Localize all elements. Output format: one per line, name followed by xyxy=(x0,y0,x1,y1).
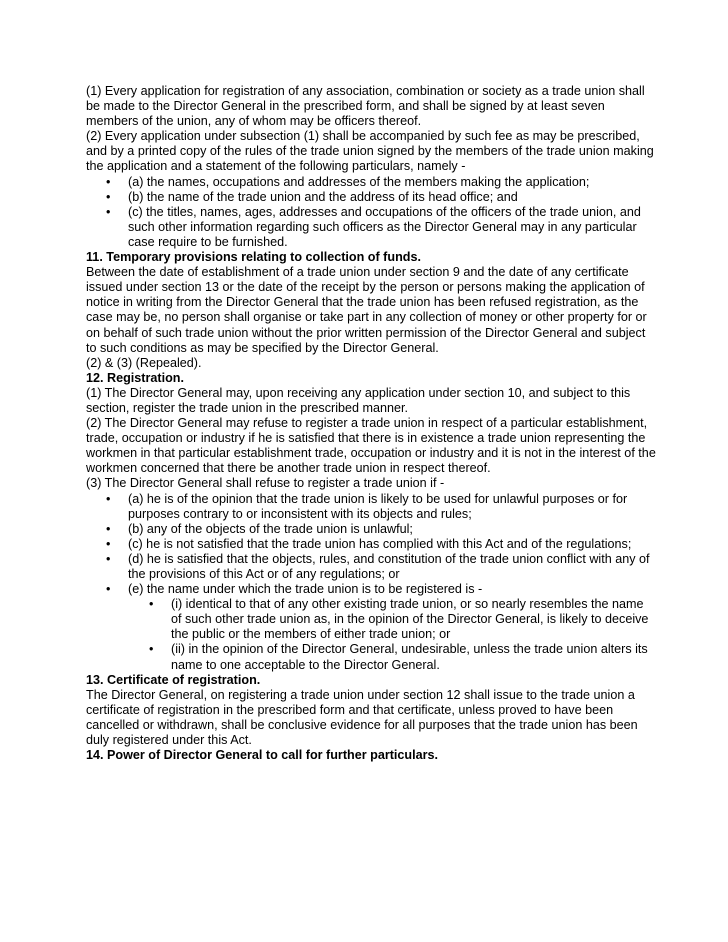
list-item xyxy=(86,582,656,673)
list-item-text: (e) the name under which the trade union is to be registered is - xyxy=(128,582,483,597)
sec12-paragraph-3: (3) The Director General shall refuse to register a trade union if - xyxy=(86,476,445,491)
list-item: • (b) the name of the trade union and the address of its head office; and xyxy=(86,190,656,205)
sec12-paragraph-1: (1) The Director General may, upon receiving any application under section 10, and subject to this section, register the trade union in the prescribed manner. xyxy=(86,385,631,415)
list-item: • (c) he is not satisfied that the trade union has complied with this Act and of the regulations; xyxy=(86,537,656,552)
list-item: • (b) any of the objects of the trade union is unlawful; xyxy=(86,522,656,537)
sec10-particulars-list xyxy=(86,175,656,250)
sec12-heading: 12. Registration. xyxy=(86,370,184,385)
sec14-heading: 14. Power of Director General to call for further particulars. xyxy=(86,748,439,763)
sub-list-item: • (i) identical to that of any other existing trade union, or so nearly resembles the name of such other trade union as, in the opinion of the Director General, is likely to deceive the public or the members of either trade union; or xyxy=(86,597,656,642)
list-item: • (a) he is of the opinion that the trade union is likely to be used for unlawful purposes or for purposes contrary to or inconsistent with its objects and rules; xyxy=(86,492,656,522)
document-page xyxy=(86,84,656,763)
sec10-paragraph-1: (1) Every application for registration of any association, combination or society as a trade union shall be made to the Director General in the prescribed form, and shall be signed by at least seven members of the union, any of whom may be officers thereof. xyxy=(86,84,645,129)
sec13-paragraph-1: The Director General, on registering a trade union under section 12 shall issue to the trade union a certificate of registration in the prescribed form and that certificate, unless proved to have been cancelled or withdrawn, shall be conclusive evidence for all purposes that the trade union has been duly registered under this Act. xyxy=(86,687,638,748)
list-item: • (d) he is satisfied that the objects, rules, and constitution of the trade union conflict with any of the provisions of this Act or of any regulations; or xyxy=(86,552,656,582)
list-item: • (a) the names, occupations and addresses of the members making the application; xyxy=(86,175,656,190)
sec12-refusal-list xyxy=(86,492,656,673)
sec11-heading: 11. Temporary provisions relating to collection of funds. xyxy=(86,250,421,265)
sec13-heading: 13. Certificate of registration. xyxy=(86,672,261,687)
sec11-paragraph-2: (2) & (3) (Repealed). xyxy=(86,355,202,370)
sec11-paragraph-1: Between the date of establishment of a trade union under section 9 and the date of any certificate issued under section 13 or the date of the receipt by the person or persons making the application of notice in writing from the Director General that the trade union has been refused registration, as the case may be, no person shall organise or take part in any collection of money or other property for or on behalf of such trade union without the prior written permission of the Director General and subject to such conditions as may be specified by the Director General. xyxy=(86,265,647,355)
sec12-paragraph-2: (2) The Director General may refuse to register a trade union in respect of a particular establishment, trade, occupation or industry if he is satisfied that there is in existence a trade union representing the workmen in that particular establishment trade, occupation or industry and it is not in the interest of the workmen concerned that there be another trade union in respect thereof. xyxy=(86,416,656,476)
sub-list-item: • (ii) in the opinion of the Director General, undesirable, unless the trade union alters its name to one acceptable to the Director General. xyxy=(86,642,656,672)
sec12-name-sublist xyxy=(128,597,656,672)
sec10-paragraph-2: (2) Every application under subsection (1) shall be accompanied by such fee as may be prescribed, and by a printed copy of the rules of the trade union signed by the members of the trade union making the application and a statement of the following particulars, namely - xyxy=(86,129,654,174)
list-item: • (c) the titles, names, ages, addresses and occupations of the officers of the trade union, and such other information regarding such officers as the Director General may in any particular case require to be furnished. xyxy=(86,205,656,250)
